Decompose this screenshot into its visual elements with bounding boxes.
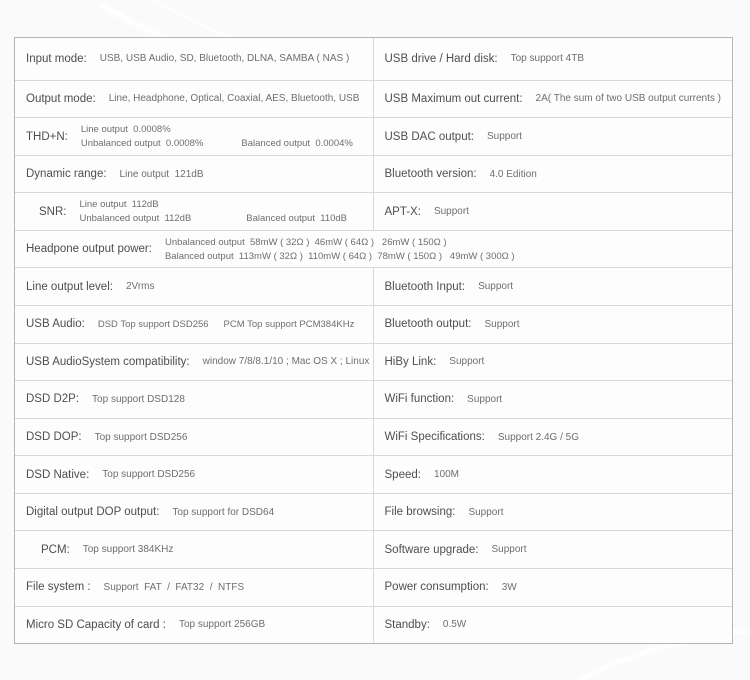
spec-cell — [374, 81, 733, 118]
spec-cell — [374, 531, 733, 568]
row-pcm — [15, 531, 732, 569]
spec-value: Line output 112dB — [79, 199, 159, 211]
spec-label: Speed: — [384, 468, 421, 481]
spec-value: 2Vrms — [125, 281, 155, 293]
spec-value-multiline — [165, 237, 515, 262]
spec-value: window 7/8/8.1/10 ; Mac OS X ; Linux — [202, 356, 370, 368]
spec-label: Bluetooth version: — [384, 168, 477, 181]
spec-value-line — [79, 213, 347, 224]
row-dsd-d2p — [15, 381, 732, 419]
spec-value-line — [98, 319, 355, 330]
row-file-system — [15, 569, 732, 607]
spec-label: DSD D2P: — [26, 393, 80, 406]
spec-label: DSD DOP: — [26, 431, 82, 444]
spec-value: DSD Top support DSD256 — [97, 318, 209, 330]
spec-value: Line output 0.0008% — [80, 124, 171, 136]
spec-value: 4.0 Edition — [489, 168, 537, 180]
spec-label: PCM: — [41, 543, 70, 556]
spec-value: Unbalanced output 0.0008% — [80, 138, 204, 150]
spec-label: USB Maximum out current: — [384, 92, 523, 105]
spec-label: File system : — [26, 581, 91, 594]
spec-cell — [374, 607, 733, 644]
spec-label: USB drive / Hard disk: — [384, 52, 498, 65]
spec-label: USB Audio: — [26, 318, 85, 331]
row-snr — [15, 193, 732, 231]
row-output-mode — [15, 81, 732, 119]
spec-label: File browsing: — [384, 506, 456, 519]
spec-cell — [15, 231, 732, 268]
spec-label: Digital output DOP output: — [26, 506, 160, 519]
spec-value: Support — [491, 544, 527, 556]
row-input-mode — [15, 38, 732, 81]
spec-value: Support — [486, 131, 523, 143]
spec-value: Support — [433, 206, 469, 218]
spec-value-line — [81, 138, 353, 149]
spec-label: Bluetooth output: — [384, 318, 472, 331]
spec-label: THD+N: — [26, 130, 68, 143]
spec-cell — [374, 344, 733, 381]
row-dsd-native — [15, 456, 732, 494]
spec-value: Top support DSD256 — [102, 469, 196, 481]
spec-cell — [374, 156, 733, 193]
spec-label: SNR: — [39, 205, 67, 218]
spec-cell — [374, 118, 733, 155]
spec-cell — [374, 381, 733, 418]
spec-cell — [15, 81, 374, 118]
spec-value-multiline — [81, 124, 353, 149]
row-digital-output-dop — [15, 494, 732, 532]
spec-value: Support — [449, 356, 485, 368]
spec-cell — [374, 419, 733, 456]
spec-value: Support — [468, 506, 504, 518]
spec-cell — [374, 193, 733, 230]
spec-value: Top support 256GB — [178, 619, 266, 631]
spec-value: 2A( The sum of two USB output currents ) — [535, 93, 721, 105]
spec-value: Line, Headphone, Optical, Coaxial, AES, Bluetooth, USB — [108, 93, 360, 105]
spec-cell — [374, 268, 733, 305]
spec-value: Support FAT / FAT32 / NTFS — [103, 581, 245, 593]
spec-cell — [15, 38, 374, 80]
spec-label: Bluetooth Input: — [384, 280, 466, 293]
spec-value: Support — [484, 318, 520, 330]
spec-cell — [374, 494, 733, 531]
spec-label: HiBy Link: — [384, 355, 437, 368]
spec-label: APT-X: — [384, 205, 421, 218]
spec-label: DSD Native: — [26, 468, 90, 481]
spec-value: PCM Top support PCM384KHz — [223, 318, 355, 330]
spec-value: Top support DSD256 — [94, 431, 188, 443]
spec-cell — [15, 344, 374, 381]
spec-label: Micro SD Capacity of card : — [26, 618, 166, 631]
spec-cell — [15, 193, 374, 230]
spec-value-line — [79, 199, 347, 210]
spec-value: 3W — [501, 581, 517, 593]
spec-label: WiFi function: — [384, 393, 455, 406]
spec-label: Input mode: — [26, 52, 87, 65]
spec-cell — [15, 531, 374, 568]
row-thd-n — [15, 118, 732, 156]
spec-cell — [15, 306, 374, 343]
spec-cell — [15, 156, 374, 193]
row-dsd-dop — [15, 419, 732, 457]
row-micro-sd-capacity — [15, 607, 732, 644]
spec-cell — [15, 569, 374, 606]
spec-value-line — [165, 237, 515, 248]
spec-value: Top support 4TB — [510, 53, 584, 65]
spec-value: Top support 384KHz — [82, 544, 174, 556]
spec-value: Balanced output 110dB — [246, 213, 348, 225]
spec-label: Dynamic range: — [26, 168, 107, 181]
spec-label: Output mode: — [26, 92, 96, 105]
spec-label: USB DAC output: — [384, 130, 474, 143]
spec-cell — [15, 381, 374, 418]
spec-value: Balanced output 113mW ( 32Ω ) 110mW ( 64Ω ) 78mW ( 150Ω ) 49mW ( 300Ω ) — [164, 250, 515, 262]
spec-value: Top support DSD128 — [92, 393, 185, 405]
spec-label: Line output level: — [26, 280, 113, 293]
spec-label: Power consumption: — [384, 581, 489, 594]
spec-value: 100M — [433, 469, 459, 481]
spec-value: Support — [467, 393, 503, 405]
spec-value: Line output 121dB — [119, 168, 204, 180]
spec-value: Unbalanced output 112dB — [79, 213, 192, 225]
spec-cell — [15, 118, 374, 155]
spec-label: Standby: — [384, 618, 430, 631]
row-headphone-output-power — [15, 231, 732, 269]
row-line-output-level — [15, 268, 732, 306]
spec-value: Balanced output 0.0004% — [241, 138, 353, 150]
spec-cell — [15, 494, 374, 531]
spec-cell — [374, 569, 733, 606]
spec-value-line — [165, 251, 515, 262]
spec-label: Headpone output power: — [26, 243, 152, 256]
specification-table — [14, 37, 733, 644]
spec-cell — [15, 456, 374, 493]
row-dynamic-range — [15, 156, 732, 194]
spec-value: Unbalanced output 58mW ( 32Ω ) 46mW ( 64Ω ) 26mW ( 150Ω ) — [164, 236, 447, 248]
spec-value: Support — [478, 281, 514, 293]
spec-label: Software upgrade: — [384, 543, 479, 556]
spec-cell — [15, 268, 374, 305]
row-usb-audio — [15, 306, 732, 344]
row-usb-audio-system-compatibility — [15, 344, 732, 382]
spec-cell — [15, 419, 374, 456]
spec-cell — [374, 306, 733, 343]
spec-value: USB, USB Audio, SD, Bluetooth, DLNA, SAMBA ( NAS ) — [99, 53, 350, 65]
spec-cell — [374, 456, 733, 493]
spec-cell — [15, 607, 374, 644]
spec-label: USB AudioSystem compatibility: — [26, 355, 190, 368]
spec-value: Top support for DSD64 — [172, 506, 275, 518]
spec-label: WiFi Specifications: — [384, 431, 485, 444]
spec-value-line — [81, 124, 353, 135]
spec-value: Support 2.4G / 5G — [497, 431, 580, 443]
spec-value: 0.5W — [442, 619, 467, 631]
spec-value-multiline — [79, 199, 347, 224]
spec-cell — [374, 38, 733, 80]
